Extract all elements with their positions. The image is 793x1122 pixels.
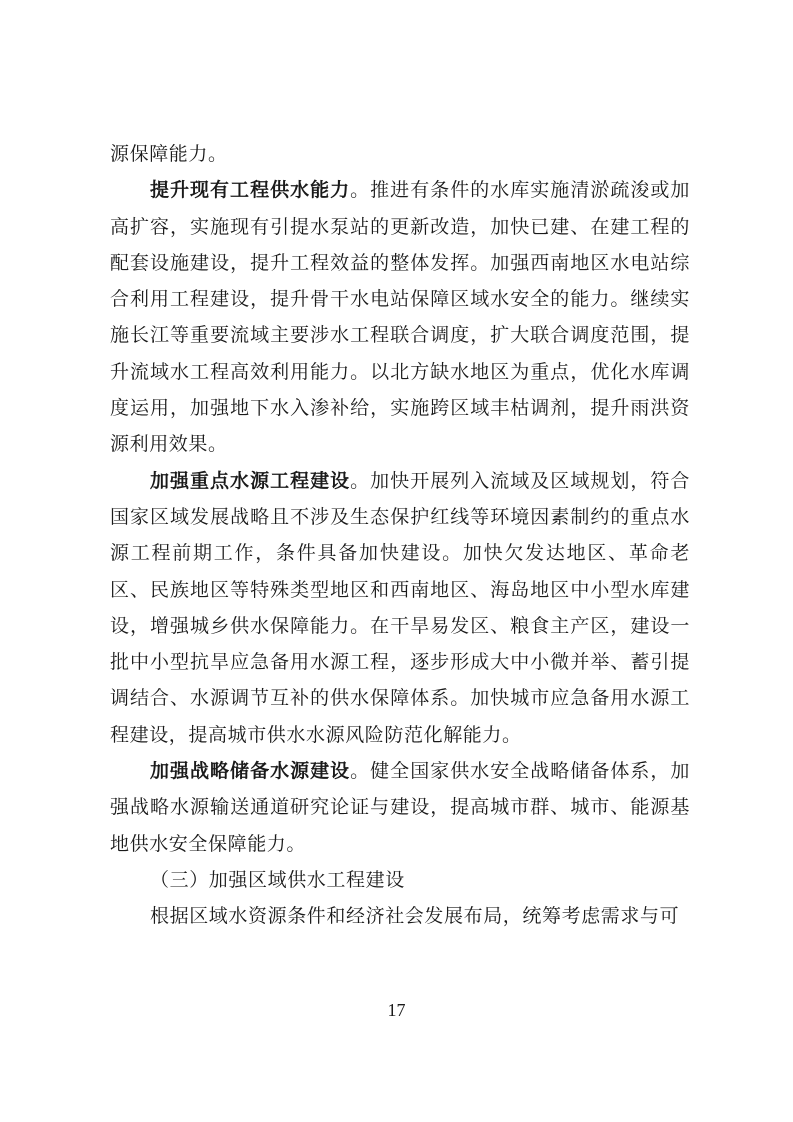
paragraph-2-lead: 提升现有工程供水能力	[150, 179, 351, 202]
paragraph-2	[110, 172, 690, 462]
body-text	[110, 136, 690, 935]
section-heading: （三）加强区域供水工程建设	[150, 868, 405, 891]
paragraph-5: 根据区域水资源条件和经济社会发展布局，统筹考虑需求与可	[150, 905, 680, 928]
paragraph-3-text: 。加快开展列入流域及区域规划，符合国家区域发展战略且不涉及生态保护红线等环境因素制约的重点水源工程前期工作，条件具备加快建设。加快欠发达地区、革命老区、民族地区等特殊类型地区和西南地区、海岛地区中小型水库建设，增强城乡供水保障能力。在干旱易发区、粮食主产区，建设一批中小型抗旱应急备用水源工程，逐步形成大中小微并举、蓄引提调结合、水源调节互补的供水保障体系。加快城市应急备用水源工程建设，提高城市供水水源风险防范化解能力。	[110, 469, 690, 746]
page-number: 17	[387, 1000, 406, 1020]
paragraph-3-lead: 加强重点水源工程建设	[150, 469, 351, 492]
paragraph-4	[110, 753, 690, 862]
paragraph-4-text: 。健全国家供水安全战略储备体系，加强战略水源输送通道研究论证与建设，提高城市群、城市、能源基地供水安全保障能力。	[110, 760, 690, 855]
paragraph-1-text: 源保障能力。	[110, 143, 228, 165]
paragraph-1	[110, 136, 690, 172]
paragraph-4-lead: 加强战略储备水源建设	[150, 760, 351, 783]
paragraph-2-text: 。推进有条件的水库实施清淤疏浚或加高扩容，实施现有引提水泵站的更新改造，加快已建、在建工程的配套设施建设，提升工程效益的整体发挥。加强西南地区水电站综合利用工程建设，提升骨干水电站保障区域水安全的能力。继续实施长江等重要流域主要涉水工程联合调度，扩大联合调度范围，提升流域水工程高效利用能力。以北方缺水地区为重点，优化水库调度运用，加强地下水入渗补给，实施跨区域丰枯调剂，提升雨洪资源利用效果。	[110, 179, 690, 456]
paragraph-3	[110, 463, 690, 753]
